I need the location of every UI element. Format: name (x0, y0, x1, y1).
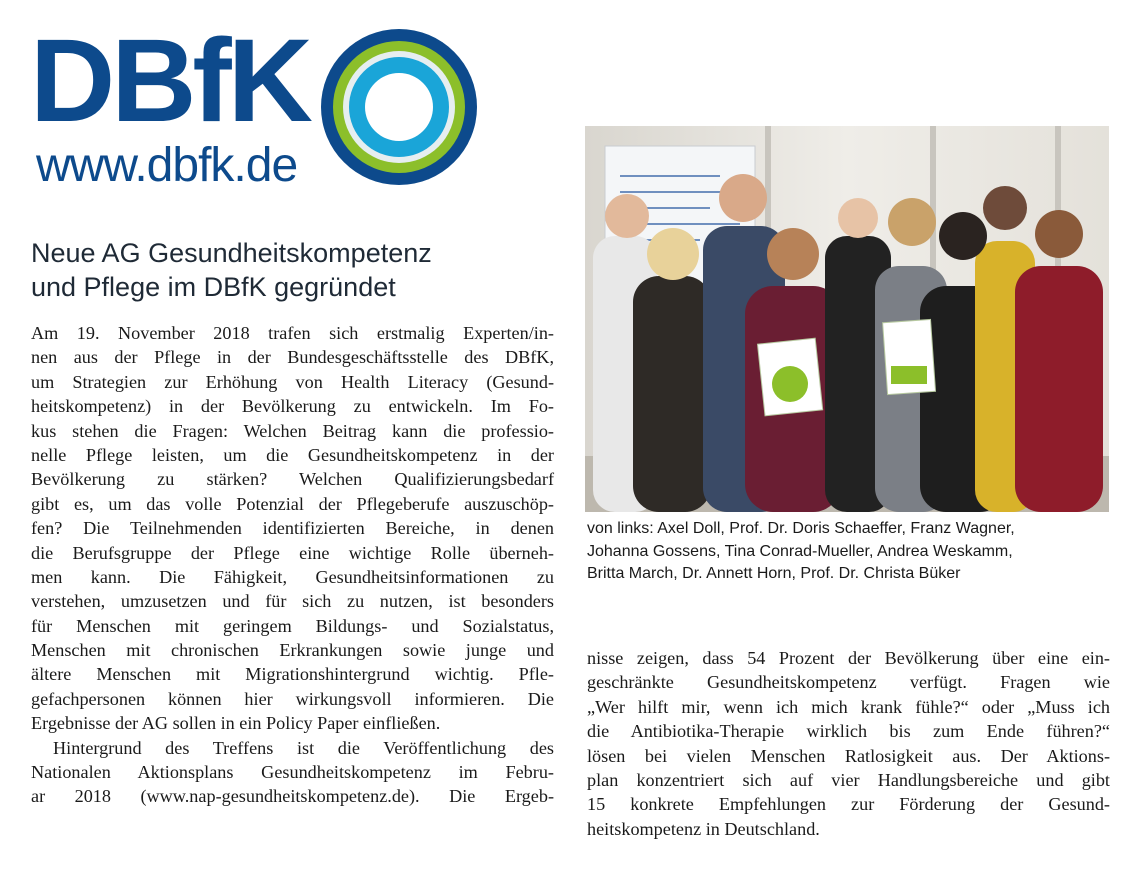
body-line: ältere Menschen mit Migrationshintergrund wichtig. Pfle- (31, 664, 554, 685)
body-line: Menschen mit chronischen Erkrankungen sowie junge und (31, 640, 554, 661)
photo-caption (587, 518, 1111, 586)
logo-url[interactable]: www.dbfk.de (36, 139, 298, 192)
logo-wordmark: DBfK (30, 15, 309, 147)
body-line: 15 konkrete Empfehlungen zur Förderung der Gesund- (587, 794, 1110, 815)
group-photo-image (585, 126, 1109, 512)
headline-line: und Pflege im DBfK gegründet (31, 272, 396, 302)
body-line: für Menschen mit geringem Bildungs- und Sozialstatus, (31, 615, 554, 636)
caption-line: Johanna Gossens, Tina Conrad-Mueller, Andrea Weskamm, (587, 542, 1013, 560)
body-line: nelle Pflege leisten, um die Gesundheitskompetenz in der (31, 444, 554, 465)
body-line: um Strategien zur Erhöhung von Health Literacy (Gesund- (31, 371, 554, 392)
body-line: die Antibiotika-Therapie wirklich bis zum Ende führen?“ (587, 721, 1110, 742)
article-body-right (587, 646, 1110, 841)
body-line: Am 19. November 2018 trafen sich erstmalig Experten/in- (31, 323, 554, 343)
logo-rings-icon (320, 28, 478, 186)
body-line: gefachpersonen können hier wirkungsvoll informieren. Die (31, 688, 554, 709)
body-line: Bevölkerung zu stärken? Welchen Qualifizierungsbedarf (31, 469, 554, 490)
headline-line: Neue AG Gesundheitskompetenz (31, 238, 432, 268)
article-body-left (31, 321, 554, 809)
body-line: gibt es, um das volle Potenzial der Pflegeberufe auszuschöp- (31, 493, 554, 514)
body-line: die Berufsgruppe der Pflege eine wichtige Rolle überneh- (31, 542, 554, 563)
body-line: geschränkte Gesundheitskompetenz verfügt. Fragen wie (587, 672, 1110, 693)
body-line: men kann. Die Fähigkeit, Gesundheitsinformationen zu (31, 566, 554, 587)
body-line: verstehen, umzusetzen und für sich zu nutzen, ist besonders (31, 591, 554, 612)
body-line: „Wer hilft mir, wenn ich mich krank fühle?“ oder „Muss ich (587, 696, 1110, 717)
body-line: kus stehen die Fragen: Welchen Beitrag kann die professio- (31, 420, 554, 441)
body-line: nen aus der Pflege in der Bundesgeschäftsstelle des DBfK, (31, 347, 554, 368)
body-line: fen? Die Teilnehmenden identifizierten Bereiche, in denen (31, 518, 554, 539)
article-headline (31, 236, 571, 304)
caption-line: von links: Axel Doll, Prof. Dr. Doris Schaeffer, Franz Wagner, (587, 520, 1015, 537)
body-line: heitskompetenz in Deutschland. (587, 818, 820, 839)
body-line: nisse zeigen, dass 54 Prozent der Bevölkerung über eine ein- (587, 648, 1110, 668)
group-photo (585, 126, 1109, 512)
body-line: heitskompetenz) in der Bevölkerung zu entwickeln. Im Fo- (31, 396, 554, 417)
body-line: Hintergrund des Treffens ist die Veröffentlichung des (53, 737, 554, 758)
dbfk-logo (30, 15, 490, 197)
body-line: ar 2018 (www.nap-gesundheitskompetenz.de). Die Ergeb- (31, 786, 554, 807)
body-line: plan konzentriert sich auf vier Handlungsbereiche und gibt (587, 769, 1110, 790)
body-line: lösen bei vielen Menschen Ratlosigkeit aus. Der Aktions- (587, 745, 1110, 766)
body-line: Nationalen Aktionsplans Gesundheitskompetenz im Febru- (31, 762, 554, 783)
caption-line: Britta March, Dr. Annett Horn, Prof. Dr. Christa Büker (587, 565, 961, 582)
body-line: Ergebnisse der AG sollen in ein Policy Paper einfließen. (31, 713, 441, 734)
